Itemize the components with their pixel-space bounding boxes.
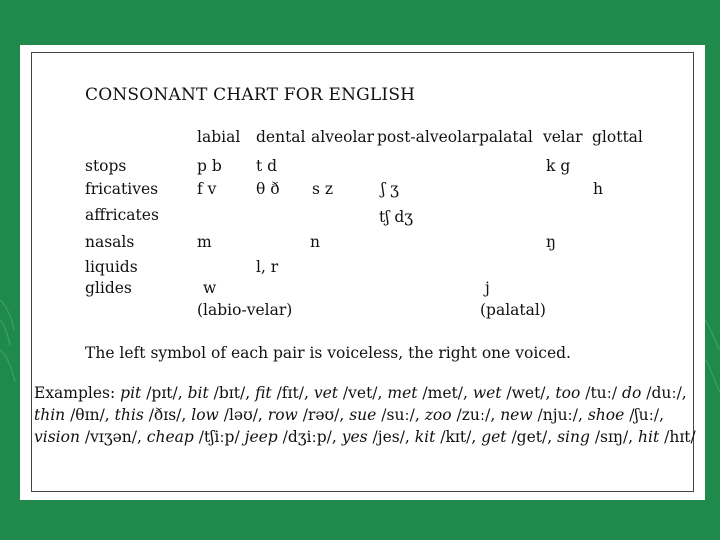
column-header-dental: dental <box>256 128 306 146</box>
cell-fricatives-labial: f v <box>197 180 217 198</box>
example-transcription: /njuː/, <box>532 406 588 424</box>
example-word: row <box>267 406 298 424</box>
glide-note-palatal: (palatal) <box>480 301 546 319</box>
example-transcription: /hɪt/ <box>659 428 696 446</box>
examples-line <box>34 404 689 426</box>
voicing-note: The left symbol of each pair is voiceless, the right one voiced. <box>85 344 571 362</box>
example-word: vision <box>34 428 80 446</box>
cell-glides-labial: w <box>203 279 217 297</box>
example-word: bit <box>187 384 209 402</box>
column-header-post-alveolar: post-alveolar <box>377 128 479 146</box>
cell-affricates-post-alveolar: tʃ dʒ <box>379 208 414 226</box>
example-word: kit <box>414 428 436 446</box>
example-word: yes <box>341 428 368 446</box>
example-transcription: /jes/, <box>367 428 415 446</box>
cell-stops-labial: p b <box>197 157 222 175</box>
example-transcription: /suː/, <box>376 406 425 424</box>
cell-stops-velar: k g <box>546 157 571 175</box>
example-word: sing <box>557 428 590 446</box>
cell-fricatives-dental: θ ð <box>256 180 280 198</box>
cell-fricatives-glottal: h <box>593 180 603 198</box>
example-word: too <box>555 384 581 402</box>
column-header-labial: labial <box>197 128 241 146</box>
row-label-stops: stops <box>85 157 127 175</box>
example-word: pit <box>120 384 142 402</box>
example-transcription: /duː/, <box>641 384 687 402</box>
example-word: jeep <box>244 428 278 446</box>
example-transcription: /vet/, <box>337 384 388 402</box>
cell-stops-dental: t d <box>256 157 278 175</box>
example-transcription: /ləʊ/, <box>218 406 268 424</box>
example-word: do <box>622 384 642 402</box>
example-transcription: /bɪt/, <box>208 384 256 402</box>
examples-line <box>34 382 689 404</box>
row-label-nasals: nasals <box>85 233 135 251</box>
example-transcription: /met/, <box>417 384 473 402</box>
examples-block <box>34 382 696 448</box>
example-transcription: /kɪt/, <box>435 428 482 446</box>
example-word: fit <box>255 384 272 402</box>
row-label-glides: glides <box>85 279 132 297</box>
example-transcription: /fɪt/, <box>271 384 314 402</box>
example-transcription: /zuː/, <box>451 406 501 424</box>
cell-fricatives-alveolar: s z <box>312 180 334 198</box>
examples-line <box>34 426 696 448</box>
example-word: vet <box>313 384 338 402</box>
row-label-affricates: affricates <box>85 206 159 224</box>
example-transcription: /ʃuː/, <box>624 406 665 424</box>
example-word: shoe <box>587 406 625 424</box>
cell-fricatives-post-alveolar: ʃ ʒ <box>381 180 399 198</box>
example-transcription: /tʃiːp/ <box>193 428 245 446</box>
example-transcription: /θɪn/, <box>65 406 115 424</box>
chart-title: CONSONANT CHART FOR ENGLISH <box>85 85 416 105</box>
example-word: new <box>500 406 533 424</box>
example-transcription: /rəʊ/, <box>297 406 350 424</box>
slide <box>20 45 705 500</box>
column-header-palatal: palatal <box>479 128 533 146</box>
cell-liquids-dental: l, r <box>256 258 279 276</box>
example-transcription: /tuː/ <box>580 384 623 402</box>
example-word: thin <box>34 406 66 424</box>
example-transcription: /pɪt/, <box>141 384 188 402</box>
example-word: hit <box>638 428 660 446</box>
example-word: cheap <box>146 428 194 446</box>
example-transcription: /vɪʒən/, <box>79 428 147 446</box>
example-transcription: /ðɪs/, <box>143 406 192 424</box>
row-label-fricatives: fricatives <box>85 180 159 198</box>
example-word: get <box>481 428 507 446</box>
example-word: met <box>387 384 418 402</box>
example-transcription: /get/, <box>506 428 558 446</box>
cell-nasals-labial: m <box>197 233 212 251</box>
example-word: wet <box>472 384 502 402</box>
example-transcription: /sɪŋ/, <box>589 428 639 446</box>
glide-note-labio-velar: (labio-velar) <box>197 301 293 319</box>
column-header-velar: velar <box>543 128 583 146</box>
example-word: this <box>114 406 144 424</box>
example-transcription: /wet/, <box>501 384 556 402</box>
example-transcription: /dʒiːp/, <box>277 428 342 446</box>
cell-nasals-alveolar: n <box>310 233 320 251</box>
example-word: zoo <box>424 406 452 424</box>
cell-glides-palatal: j <box>485 279 490 297</box>
column-header-alveolar: alveolar <box>311 128 375 146</box>
example-word: sue <box>349 406 377 424</box>
row-label-liquids: liquids <box>85 258 138 276</box>
column-header-glottal: glottal <box>592 128 643 146</box>
examples-lead: Examples: <box>34 384 116 402</box>
cell-nasals-velar: ŋ <box>546 233 556 251</box>
example-word: low <box>191 406 219 424</box>
